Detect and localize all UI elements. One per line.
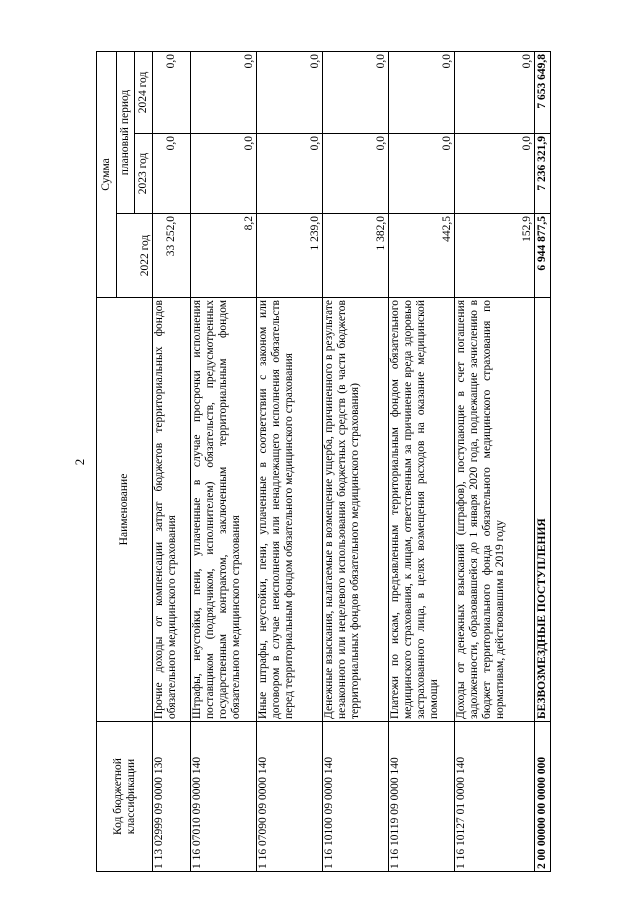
header-name: Наименование [97,298,153,722]
revenue-table-container [96,52,549,872]
table-row [153,51,191,871]
row-code: 1 16 07010 09 0000 140 [191,722,257,872]
total-value-2022: 6 944 877,5 [535,214,551,298]
table-row [191,51,257,871]
table-row [257,51,323,871]
table-row [389,51,455,871]
table-row [455,51,535,871]
row-value-2023: 0,0 [191,134,257,214]
total-value-2023: 7 236 321,9 [535,134,551,214]
row-value-2023: 0,0 [257,134,323,214]
header-planned-period: плановый период [117,51,135,213]
header-code: Код бюджетной классификации [97,722,153,872]
header-sum: Сумма [97,51,117,297]
row-value-2022: 442,5 [389,214,455,298]
row-value-2024: 0,0 [257,51,323,133]
row-name: Доходы от денежных взысканий (штрафов), поступающие в счет погашения задолженности, образовавшейся до 1 января 2020 года, подлежащие зачислению в бюджет территориального фонда обязательного медицинского страхования по нормативам, действовавшим в 2019 году [455,298,535,722]
row-value-2024: 0,0 [455,51,535,133]
page-number: 2 [72,458,87,466]
row-code: 1 16 10127 01 0000 140 [455,722,535,872]
header-year-2023: 2023 год [135,134,153,214]
header-year-2022: 2022 год [117,214,153,298]
row-value-2022: 152,9 [455,214,535,298]
row-value-2022: 8,2 [191,214,257,298]
revenue-table [96,51,551,872]
row-value-2022: 1 239,0 [257,214,323,298]
row-name: Денежные взыскания, налагаемые в возмещение ущерба, причиненного в результате незаконного или нецелевого использования бюджетных средств (в части бюджетов территориальных фондов обязательного медицинского страхования) [323,298,389,722]
row-value-2022: 1 382,0 [323,214,389,298]
row-name: Штрафы, неустойки, пени, уплаченные в случае просрочки исполнения поставщиком (подрядчиком, исполнителем) обязательств, предусмотренных государственным контрактом, заключенным территориальным фондом обязательного медицинского страхования [191,298,257,722]
row-code: 1 16 07090 09 0000 140 [257,722,323,872]
row-value-2022: 33 252,0 [153,214,191,298]
row-value-2024: 0,0 [323,51,389,133]
total-code: 2 00 00000 00 0000 000 [535,722,551,872]
total-value-2024: 7 653 649,8 [535,51,551,133]
row-code: 1 16 10119 09 0000 140 [389,722,455,872]
row-name: Прочие доходы от компенсации затрат бюджетов территориальных фондов обязательного медицинского страхования [153,298,191,722]
table-row-total [535,51,551,871]
row-code: 1 16 10100 09 0000 140 [323,722,389,872]
total-name: БЕЗВОЗМЕЗДНЫЕ ПОСТУПЛЕНИЯ [535,298,551,722]
row-code: 1 13 02999 09 0000 130 [153,722,191,872]
row-value-2024: 0,0 [191,51,257,133]
row-name: Иные штрафы, неустойки, пени, уплаченные в соответствии с законом или договором в случае неисполнения или ненадлежащего исполнения обязательств перед территориальным фондом обязательного медицинского страхования [257,298,323,722]
row-value-2023: 0,0 [455,134,535,214]
table-row [323,51,389,871]
row-value-2023: 0,0 [323,134,389,214]
row-value-2024: 0,0 [153,51,191,133]
row-name: Платежи по искам, предъявленным территориальным фондом обязательного медицинского страхования, к лицам, ответственным за причинение вреда здоровью застрахованного лица, в целях возмещения расходов на оказание медицинской помощи [389,298,455,722]
row-value-2023: 0,0 [389,134,455,214]
row-value-2023: 0,0 [153,134,191,214]
header-year-2024: 2024 год [135,51,153,133]
row-value-2024: 0,0 [389,51,455,133]
